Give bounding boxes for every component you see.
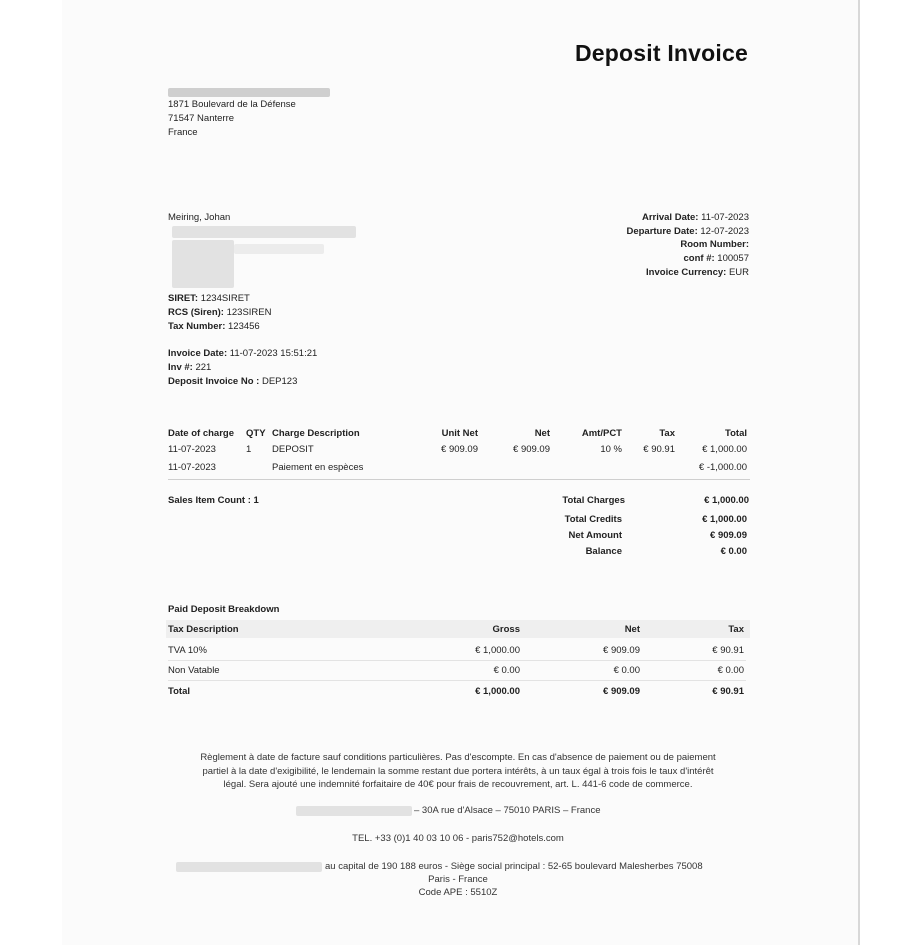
- header-net: Net: [534, 428, 550, 439]
- breakdown-total-net: € 909.09: [603, 686, 640, 697]
- redacted-company-name: [168, 88, 330, 97]
- invoice-date: [168, 347, 317, 361]
- header-date-of-charge: Date of charge: [168, 428, 234, 439]
- header-qty: QTY: [246, 428, 266, 439]
- header-charge-description: Charge Description: [272, 428, 360, 439]
- siret-value: 1234SIRET: [200, 293, 250, 304]
- page-edge: [858, 0, 860, 945]
- tax-number-label: Tax Number:: [168, 321, 226, 332]
- tax-number: [168, 320, 260, 334]
- hotel-contact: TEL. +33 (0)1 40 03 10 06 - paris752@hotels.com: [352, 833, 564, 844]
- deposit-invoice-number-label: Deposit Invoice No :: [168, 376, 260, 387]
- rcs-value: 123SIREN: [226, 307, 272, 318]
- room-number: [560, 238, 749, 252]
- departure-value: 12-07-2023: [700, 226, 749, 237]
- room-label: Room Number:: [680, 239, 749, 250]
- conf-value: 100057: [717, 253, 749, 264]
- header-total: Total: [725, 428, 747, 439]
- row2-description: Paiement en espèces: [272, 462, 364, 473]
- breakdown-row1-description: TVA 10%: [168, 645, 207, 656]
- row1-total: € 1,000.00: [702, 444, 747, 455]
- redacted-guest-address-2: [172, 240, 234, 288]
- legal-text: [150, 751, 766, 792]
- deposit-invoice-number: [168, 375, 297, 389]
- breakdown-header-tax: Tax: [728, 624, 744, 635]
- rcs-siren: [168, 306, 271, 320]
- sender-country: France: [168, 127, 198, 138]
- row1-tax: € 90.91: [643, 444, 675, 455]
- invoice-date-value: 11-07-2023 15:51:21: [229, 348, 318, 359]
- header-unit-net: Unit Net: [441, 428, 478, 439]
- header-amt-pct: Amt/PCT: [581, 428, 622, 439]
- balance-label: Balance: [585, 546, 622, 557]
- invoice-number-label: Inv #:: [168, 362, 193, 373]
- invoice-number-value: 221: [195, 362, 212, 373]
- currency-label: Invoice Currency:: [646, 267, 727, 278]
- redacted-guest-address-3: [234, 244, 324, 254]
- total-credits-value: € 1,000.00: [702, 514, 747, 525]
- row1-unit-net: € 909.09: [441, 444, 478, 455]
- rcs-label: RCS (Siren):: [168, 307, 224, 318]
- redacted-legal-entity: [176, 862, 322, 872]
- legal-line-3: légal. Sera ajouté une indemnité forfaitaire de 40€ pour frais de recouvrement, art. L. 441-6 code de commerce.: [223, 779, 693, 790]
- arrival-label: Arrival Date:: [641, 212, 699, 223]
- arrival-value: 11-07-2023: [701, 212, 749, 223]
- deposit-invoice-number-value: DEP123: [261, 376, 298, 387]
- total-charges-label: Total Charges: [562, 495, 625, 506]
- breakdown-row2-gross: € 0.00: [493, 665, 520, 676]
- capital-line-2: Paris - France: [428, 874, 488, 885]
- breakdown-row1-net: € 909.09: [603, 645, 640, 656]
- row1-net: € 909.09: [513, 444, 550, 455]
- invoice-date-label: Invoice Date:: [168, 348, 228, 359]
- row2-total: € -1,000.00: [698, 462, 747, 473]
- breakdown-total-label: Total: [168, 686, 190, 697]
- legal-line-1: Règlement à date de facture sauf conditions particulières. Pas d'escompte. En cas d'absence de paiement ou de paiement: [200, 752, 716, 763]
- breakdown-header-gross: Gross: [492, 624, 520, 635]
- row1-description: DEPOSIT: [272, 444, 314, 455]
- breakdown-row1-tax: € 90.91: [712, 645, 744, 656]
- breakdown-total-tax: € 90.91: [712, 686, 744, 697]
- currency-value: EUR: [728, 267, 749, 278]
- capital-line-1: au capital de 190 188 euros - Siège social principal : 52-65 boulevard Malesherbes 75008: [325, 861, 703, 872]
- legal-line-2: partiel à la date d'exigibilité, le lendemain la somme restant due portera intérêts, à un taux égal à trois fois le taux d'intérêt: [202, 765, 714, 777]
- breakdown-row2-tax: € 0.00: [717, 665, 744, 676]
- breakdown-title: Paid Deposit Breakdown: [168, 604, 280, 615]
- breakdown-header-net: Net: [624, 624, 640, 635]
- sender-address-line1: 1871 Boulevard de la Défense: [168, 99, 296, 110]
- departure-date: [560, 225, 749, 239]
- row1-date: 11-07-2023: [168, 444, 216, 455]
- breakdown-row2-description: Non Vatable: [168, 665, 220, 676]
- code-ape: Code APE : 5510Z: [418, 887, 498, 898]
- total-credits-label: Total Credits: [564, 514, 622, 525]
- row1-amt-pct: 10 %: [600, 444, 622, 455]
- row1-qty: 1: [246, 444, 252, 455]
- confirmation-number: [560, 252, 749, 266]
- table-divider: [168, 479, 750, 480]
- header-tax: Tax: [659, 428, 675, 439]
- guest-name: Meiring, Johan: [168, 212, 231, 223]
- balance-value: € 0.00: [720, 546, 747, 557]
- document-title: Deposit Invoice: [575, 40, 748, 66]
- sender-address-line2: 71547 Nanterre: [168, 113, 235, 124]
- siret: [168, 292, 250, 306]
- siret-label: SIRET:: [168, 293, 199, 304]
- redacted-hotel-name: [296, 806, 412, 816]
- net-amount-label: Net Amount: [568, 530, 622, 541]
- departure-label: Departure Date:: [626, 226, 698, 237]
- breakdown-divider-2: [168, 680, 746, 681]
- breakdown-total-gross: € 1,000.00: [475, 686, 520, 697]
- breakdown-divider-1: [168, 660, 746, 661]
- breakdown-row1-gross: € 1,000.00: [475, 645, 520, 656]
- row2-date: 11-07-2023: [168, 462, 216, 473]
- invoice-number: [168, 361, 211, 375]
- breakdown-header-tax-description: Tax Description: [168, 624, 239, 635]
- tax-number-value: 123456: [228, 321, 260, 332]
- breakdown-row2-net: € 0.00: [613, 665, 640, 676]
- conf-label: conf #:: [683, 253, 715, 264]
- net-amount-value: € 909.09: [710, 530, 747, 541]
- sales-item-count: Sales Item Count : 1: [168, 495, 259, 506]
- redacted-guest-address-1: [172, 226, 356, 238]
- arrival-date: [560, 211, 749, 225]
- total-charges-value: € 1,000.00: [704, 495, 749, 506]
- hotel-address: – 30A rue d'Alsace – 75010 PARIS – France: [414, 805, 601, 816]
- invoice-currency: [560, 266, 749, 280]
